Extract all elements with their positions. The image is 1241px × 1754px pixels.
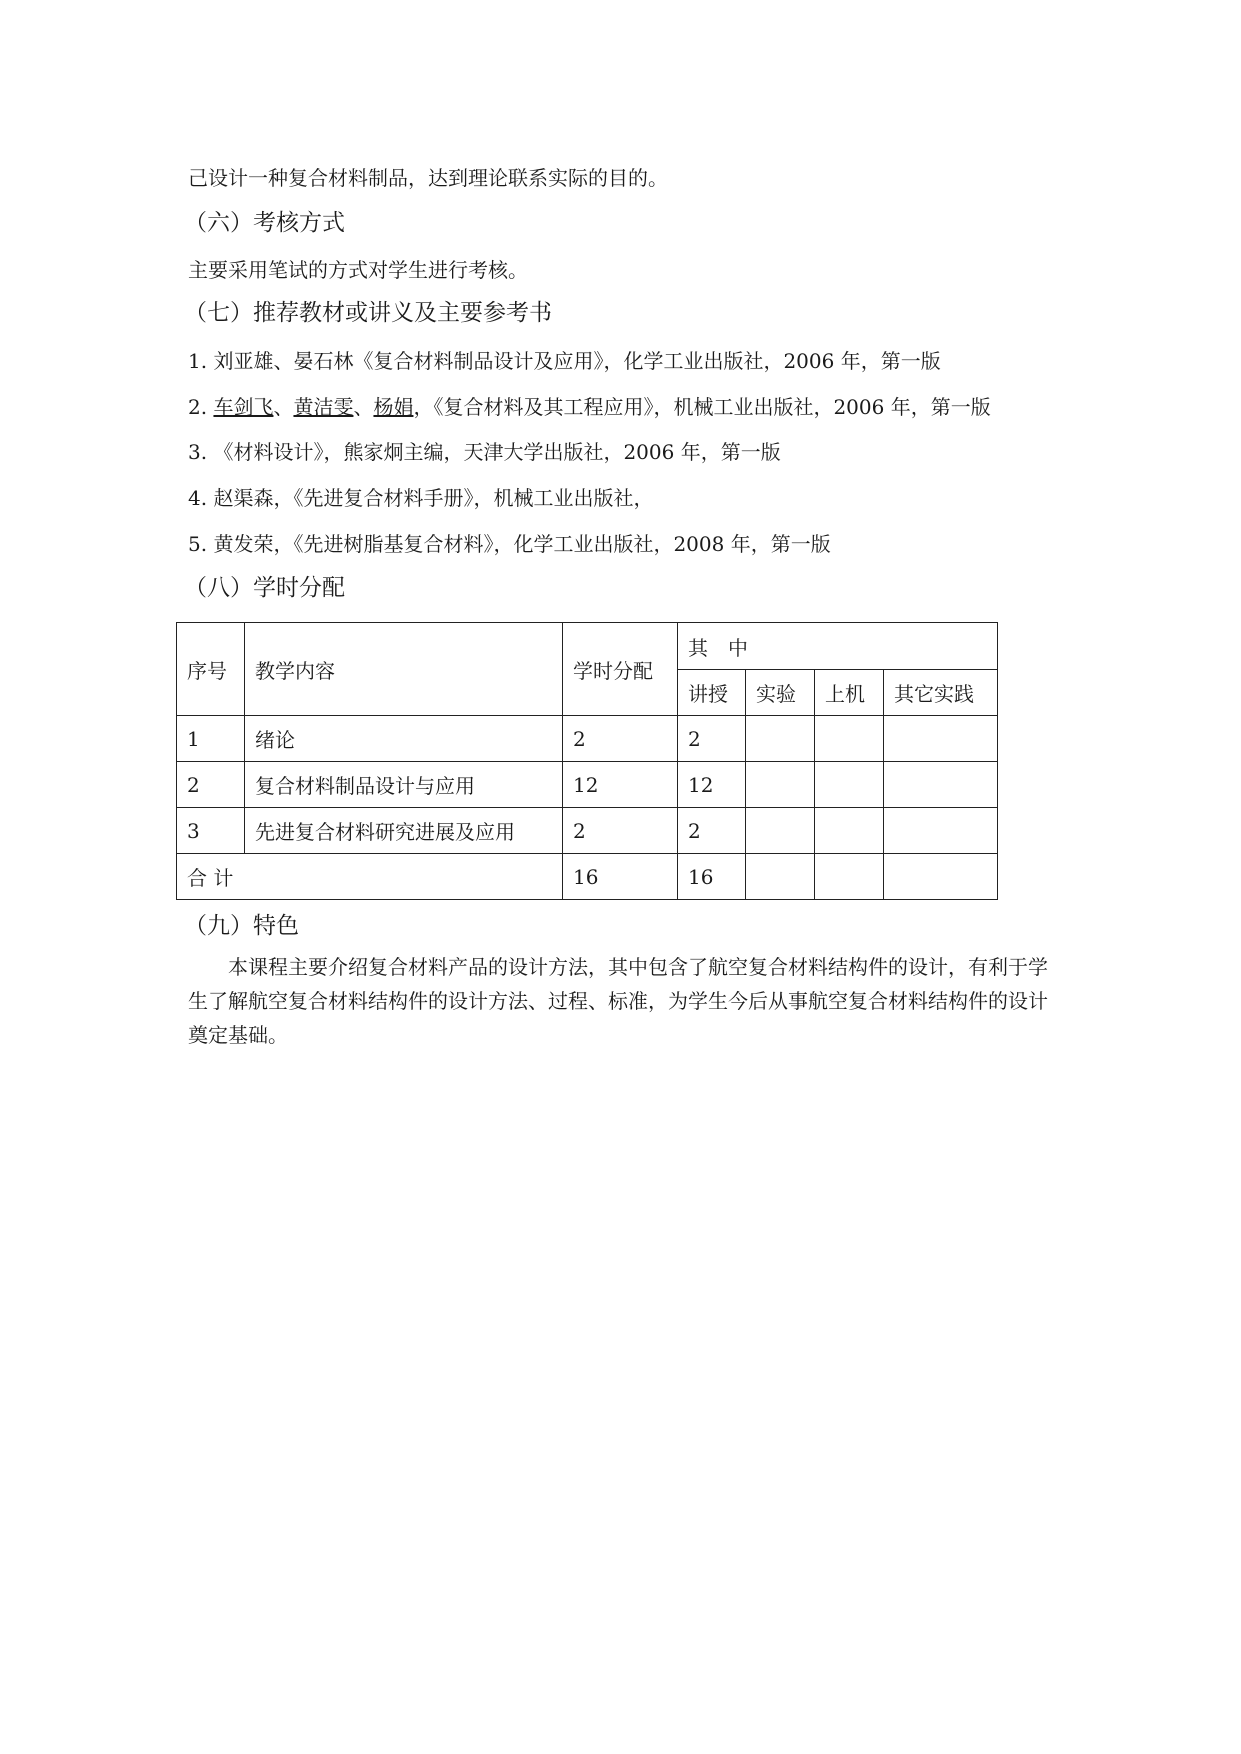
row-computer bbox=[815, 808, 884, 854]
row-lecture: 12 bbox=[678, 762, 746, 808]
total-other bbox=[884, 854, 998, 900]
row-computer bbox=[815, 762, 884, 808]
section-7-heading: （七）推荐教材或讲义及主要参考书 bbox=[184, 300, 552, 326]
row-other bbox=[884, 808, 998, 854]
hours-allocation-table bbox=[176, 622, 998, 900]
reference-item-2 bbox=[188, 393, 991, 421]
row-number: 1 bbox=[177, 716, 245, 762]
intro-tail-text: 己设计一种复合材料制品，达到理论联系实际的目的。 bbox=[188, 166, 668, 190]
header-content: 教学内容 bbox=[245, 623, 563, 716]
table-total-row bbox=[177, 854, 998, 900]
reference-2-author-2: 黄洁雯 bbox=[293, 395, 354, 419]
reference-item-1: 1. 刘亚雄、晏石林《复合材料制品设计及应用》，化学工业出版社，2006 年，第一版 bbox=[188, 349, 941, 373]
section-9-body bbox=[188, 950, 1058, 1052]
reference-2-number: 2. bbox=[188, 395, 214, 419]
reference-2-author-3: 杨娟 bbox=[373, 395, 414, 419]
reference-2-separator-1: 、 bbox=[273, 395, 294, 419]
header-lecture: 讲授 bbox=[678, 670, 746, 716]
row-hours: 2 bbox=[563, 716, 678, 762]
row-number: 2 bbox=[177, 762, 245, 808]
reference-2-rest: ，《复合材料及其工程应用》，机械工业出版社，2006 年，第一版 bbox=[413, 395, 991, 419]
reference-2-author-1: 车剑飞 bbox=[213, 395, 274, 419]
section-8-heading: （八）学时分配 bbox=[184, 575, 345, 601]
total-label: 合 计 bbox=[177, 854, 563, 900]
header-among: 其 中 bbox=[678, 623, 998, 670]
total-computer bbox=[815, 854, 884, 900]
total-hours: 16 bbox=[563, 854, 678, 900]
row-other bbox=[884, 762, 998, 808]
reference-item-4: 4. 赵渠森，《先进复合材料手册》，机械工业出版社， bbox=[188, 486, 654, 510]
table-row bbox=[177, 762, 998, 808]
table-row bbox=[177, 716, 998, 762]
row-other bbox=[884, 716, 998, 762]
row-lab bbox=[746, 762, 815, 808]
row-lab bbox=[746, 808, 815, 854]
section-9-heading: （九）特色 bbox=[184, 913, 299, 939]
row-hours: 12 bbox=[563, 762, 678, 808]
header-lab: 实验 bbox=[746, 670, 815, 716]
row-lecture: 2 bbox=[678, 808, 746, 854]
row-hours: 2 bbox=[563, 808, 678, 854]
row-content: 先进复合材料研究进展及应用 bbox=[245, 808, 563, 854]
table-header-row bbox=[177, 623, 998, 670]
table-row bbox=[177, 808, 998, 854]
total-lab bbox=[746, 854, 815, 900]
row-content: 绪论 bbox=[245, 716, 563, 762]
row-content: 复合材料制品设计与应用 bbox=[245, 762, 563, 808]
reference-item-3: 3. 《材料设计》，熊家炯主编，天津大学出版社，2006 年，第一版 bbox=[188, 440, 781, 464]
total-lecture: 16 bbox=[678, 854, 746, 900]
section-6-heading: （六）考核方式 bbox=[184, 210, 345, 236]
section-9-paragraph: 本课程主要介绍复合材料产品的设计方法，其中包含了航空复合材料结构件的设计，有利于学生了解航空复合材料结构件的设计方法、过程、标准，为学生今后从事航空复合材料结构件的设计奠定基础。 bbox=[188, 955, 1048, 1047]
row-lecture: 2 bbox=[678, 716, 746, 762]
header-number: 序号 bbox=[177, 623, 245, 716]
reference-2-separator-2: 、 bbox=[353, 395, 374, 419]
header-other-practice: 其它实践 bbox=[884, 670, 998, 716]
row-computer bbox=[815, 716, 884, 762]
row-lab bbox=[746, 716, 815, 762]
header-computer: 上机 bbox=[815, 670, 884, 716]
reference-item-5: 5. 黄发荣，《先进树脂基复合材料》，化学工业出版社，2008 年，第一版 bbox=[188, 532, 831, 556]
header-hours: 学时分配 bbox=[563, 623, 678, 716]
row-number: 3 bbox=[177, 808, 245, 854]
section-6-body: 主要采用笔试的方式对学生进行考核。 bbox=[188, 258, 528, 282]
